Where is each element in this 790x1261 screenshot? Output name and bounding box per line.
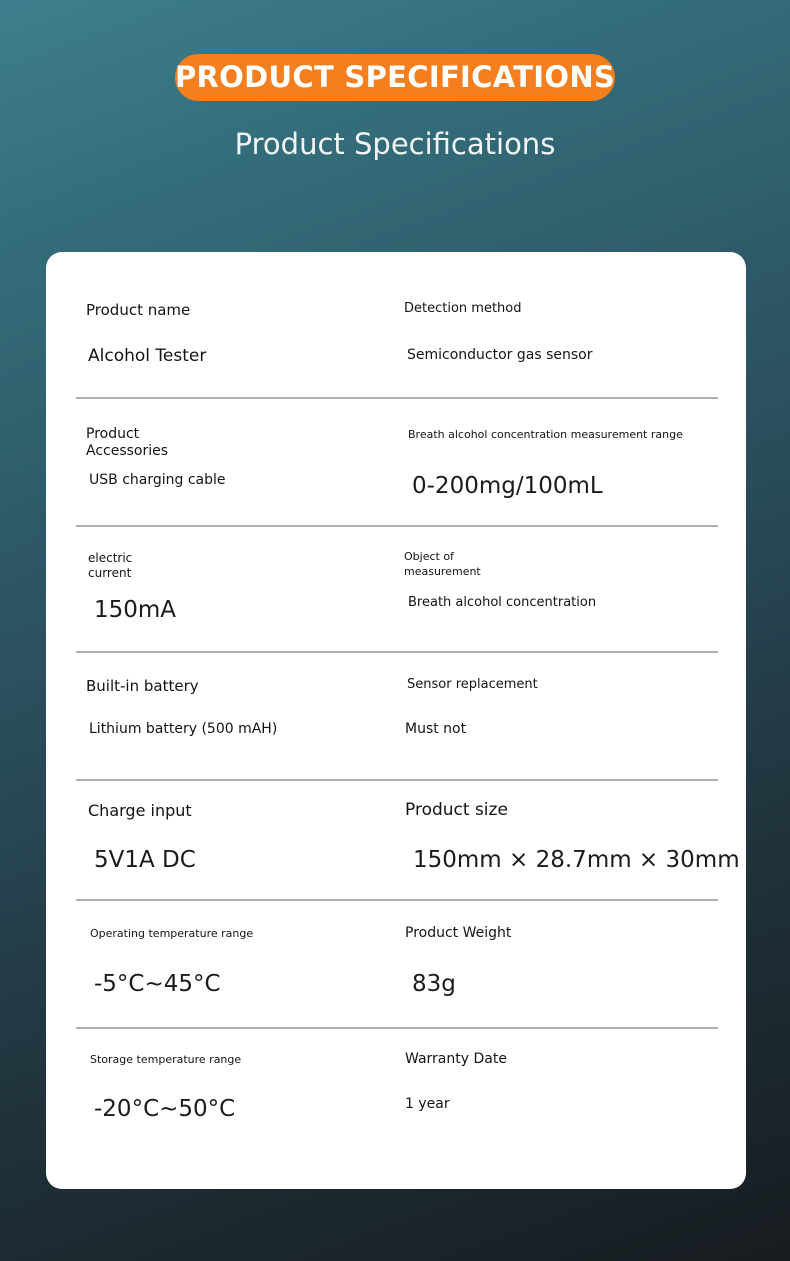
product-name-label: Product name [86,301,191,319]
storage-temperature-value: -20°C~50°C [94,1096,236,1122]
electric-current-label-line1: electric [88,551,133,565]
row-divider [76,397,718,399]
row-divider [76,1027,718,1029]
operating-temperature-value: -5°C~45°C [94,971,221,997]
section-banner: PRODUCT SPECIFICATIONS [175,54,615,101]
product-size-label: Product size [405,800,508,820]
product-accessories-label-line1: Product [86,426,140,442]
product-accessories-value: USB charging cable [89,472,226,488]
product-accessories-label-line2: Accessories [86,443,169,459]
object-of-measurement-label-line1: Object of [404,550,454,563]
specs-card [46,252,746,1189]
page-subtitle: Product Specifications [234,127,556,161]
product-weight-value: 83g [412,971,456,997]
charge-input-value: 5V1A DC [94,847,196,873]
measurement-range-label: Breath alcohol concentration measurement range [408,428,683,441]
sensor-replacement-label: Sensor replacement [407,677,538,692]
object-of-measurement-label-line2: measurement [404,565,481,578]
object-of-measurement-value: Breath alcohol concentration [408,595,597,610]
operating-temperature-label: Operating temperature range [90,927,254,940]
product-name-value: Alcohol Tester [88,346,207,366]
product-weight-label: Product Weight [405,925,512,941]
warranty-date-value: 1 year [405,1096,450,1112]
detection-method-label: Detection method [404,301,522,316]
electric-current-value: 150mA [94,597,177,623]
built-in-battery-label: Built-in battery [86,677,199,695]
product-size-value: 150mm × 28.7mm × 30mm [413,847,740,873]
row-divider [76,525,718,527]
row-divider [76,651,718,653]
charge-input-label: Charge input [88,801,192,820]
storage-temperature-label: Storage temperature range [90,1053,242,1066]
warranty-date-label: Warranty Date [405,1051,507,1067]
row-divider [76,899,718,901]
electric-current-label-line2: current [88,566,132,580]
row-divider [76,779,718,781]
sensor-replacement-value: Must not [405,721,467,737]
detection-method-value: Semiconductor gas sensor [407,347,593,363]
measurement-range-value: 0-200mg/100mL [412,473,603,499]
built-in-battery-value: Lithium battery (500 mAH) [89,721,278,737]
